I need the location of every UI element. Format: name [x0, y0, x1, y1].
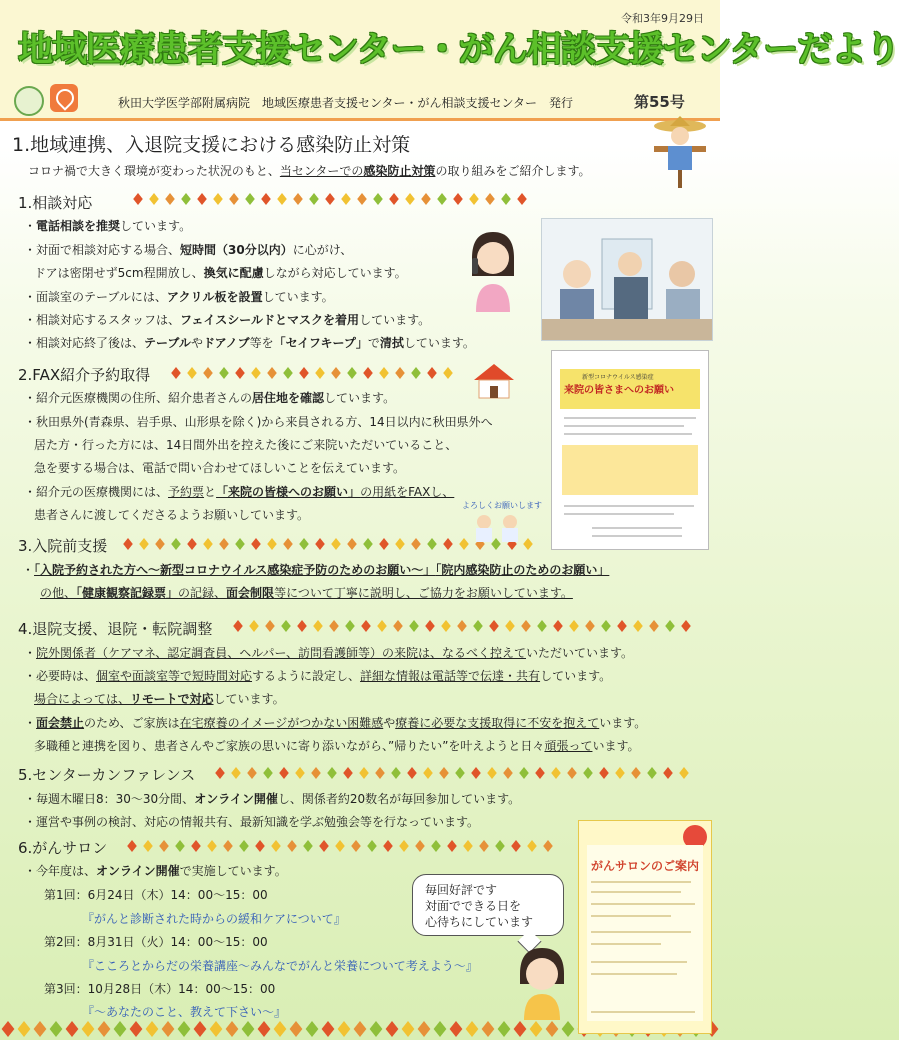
leaf-icon — [363, 367, 373, 379]
autumn-leaves-divider — [130, 192, 530, 206]
leaf-icon — [569, 620, 579, 632]
consult-line: ・面談室のテーブルには、アクリル板を設置しています。 — [24, 290, 334, 304]
scarecrow-illustration-icon — [650, 116, 710, 188]
leaf-icon — [215, 767, 225, 779]
leaf-icon — [679, 767, 689, 779]
leaf-icon — [527, 840, 537, 852]
leaf-icon — [283, 538, 293, 550]
consult-line: ・相談対応するスタッフは、フェイスシールドとマスクを着用しています。 — [24, 313, 431, 327]
leaf-icon — [663, 767, 673, 779]
admission-line: ・「入院予約された方へ～新型コロナウイルス感染症予防のためのお願い～」「院内感染防止のためのお願い」 — [22, 563, 610, 577]
leaf-icon — [383, 840, 393, 852]
leaf-icon — [457, 620, 467, 632]
discharge-line: ・必要時は、個室や面談室等で短時間対応するように設定し、詳細な情報は電話等で伝達・共有しています。 — [24, 669, 612, 683]
leaf-icon — [322, 1021, 335, 1037]
leaf-icon — [423, 767, 433, 779]
leaf-icon — [615, 767, 625, 779]
leaf-icon — [649, 620, 659, 632]
leaf-icon — [487, 767, 497, 779]
leaf-icon — [434, 1021, 447, 1037]
discharge-line: ・院外関係者（ケアマネ、認定調査員、ヘルパー、訪問看護師等）の来院は、なるべく控えていただいています。 — [24, 646, 634, 660]
leaf-icon — [601, 620, 611, 632]
leaf-icon — [263, 767, 273, 779]
leaf-icon — [379, 538, 389, 550]
leaf-icon — [505, 620, 515, 632]
leaf-icon — [219, 367, 229, 379]
leaf-icon — [399, 840, 409, 852]
leaf-icon — [311, 767, 321, 779]
leaf-icon — [329, 620, 339, 632]
leaf-icon — [347, 538, 357, 550]
staff-woman-illustration-icon — [512, 944, 572, 1020]
leaf-icon — [402, 1021, 415, 1037]
leaf-icon — [203, 538, 213, 550]
leaf-icon — [489, 620, 499, 632]
autumn-leaves-divider — [168, 366, 468, 380]
visitor-request-flyer: 新型コロナウイルス感染症 来院の皆さまへのお願い — [551, 350, 709, 550]
leaf-icon — [367, 840, 377, 852]
newsletter-title: 地域医療患者支援センター・がん相談支援センターだより — [18, 30, 899, 70]
leaf-icon — [210, 1021, 223, 1037]
leaf-icon — [335, 840, 345, 852]
leaf-icon — [553, 620, 563, 632]
leaf-icon — [409, 620, 419, 632]
leaf-icon — [443, 367, 453, 379]
greeting-small-text: よろしくお願いします — [462, 501, 542, 510]
leaf-icon — [306, 1021, 319, 1037]
leaf-icon — [255, 840, 265, 852]
leaf-icon — [363, 538, 373, 550]
leaf-icon — [309, 193, 319, 205]
leaf-icon — [567, 767, 577, 779]
leaf-icon — [171, 367, 181, 379]
leaf-icon — [242, 1021, 255, 1037]
leaf-icon — [98, 1021, 111, 1037]
leaf-icon — [2, 1021, 15, 1037]
leaf-icon — [665, 620, 675, 632]
consult-line: ・相談対応終了後は、テーブルやドアノブ等を「セイフキープ」で清拭しています。 — [24, 336, 475, 350]
leaf-icon — [265, 620, 275, 632]
leaf-icon — [247, 767, 257, 779]
leaf-icon — [295, 767, 305, 779]
autumn-leaves-divider — [212, 766, 702, 780]
leaf-icon — [287, 840, 297, 852]
leaf-icon — [299, 367, 309, 379]
consultation-room-photo — [541, 218, 713, 341]
leaf-icon — [258, 1021, 271, 1037]
leaf-icon — [114, 1021, 127, 1037]
leaf-icon — [239, 840, 249, 852]
leaf-icon — [325, 193, 335, 205]
leaf-icon — [351, 840, 361, 852]
leaf-icon — [498, 1021, 511, 1037]
leaf-icon — [455, 767, 465, 779]
leaf-icon — [511, 840, 521, 852]
leaf-icon — [261, 193, 271, 205]
leaf-icon — [313, 620, 323, 632]
leaf-icon — [617, 620, 627, 632]
leaf-icon — [139, 538, 149, 550]
salon-heading: 6.がんサロン — [18, 839, 108, 857]
leaf-icon — [187, 538, 197, 550]
leaf-icon — [159, 840, 169, 852]
leaf-icon — [299, 538, 309, 550]
leaf-icon — [235, 367, 245, 379]
leaf-icon — [338, 1021, 351, 1037]
leaf-icon — [187, 367, 197, 379]
leaf-icon — [537, 620, 547, 632]
issue-number: 第55号 — [634, 93, 685, 111]
salon-session-topic: 『がんと診断された時からの緩和ケアについて』 — [82, 912, 346, 926]
leaf-icon — [485, 193, 495, 205]
leaf-icon — [459, 538, 469, 550]
leaf-icon — [450, 1021, 463, 1037]
leaf-icon — [359, 767, 369, 779]
bowing-staff-illustration-icon — [470, 512, 526, 542]
leaf-icon — [130, 1021, 143, 1037]
fax-heading: 2.FAX紹介予約取得 — [18, 366, 151, 384]
leaf-icon — [633, 620, 643, 632]
house-icon — [470, 360, 518, 400]
discharge-line: 多職種と連携を図り、患者さんやご家族の思いに寄り添いながら、”帰りたい”を叶えようと日々頑張っています。 — [34, 739, 640, 753]
leaf-icon — [395, 367, 405, 379]
leaf-icon — [482, 1021, 495, 1037]
leaf-icon — [427, 538, 437, 550]
leaf-icon — [297, 620, 307, 632]
leaf-icon — [327, 767, 337, 779]
leaf-icon — [375, 767, 385, 779]
leaf-icon — [427, 367, 437, 379]
leaf-icon — [407, 767, 417, 779]
fax-line: 患者さんに渡してくださるようお願いしています。 — [34, 508, 310, 522]
leaf-icon — [519, 767, 529, 779]
leaf-icon — [543, 840, 553, 852]
leaf-icon — [379, 367, 389, 379]
leaf-icon — [599, 767, 609, 779]
leaf-icon — [347, 367, 357, 379]
leaf-icon — [341, 193, 351, 205]
leaf-icon — [354, 1021, 367, 1037]
fax-line: ・紹介元医療機関の住所、紹介患者さんの居住地を確認しています。 — [24, 391, 396, 405]
leaf-icon — [277, 193, 287, 205]
autumn-leaves-divider — [124, 839, 564, 853]
leaf-icon — [647, 767, 657, 779]
leaf-icon — [213, 193, 223, 205]
fax-line: 急を要する場合は、電話で問い合わせてほしいことを伝えています。 — [34, 461, 406, 475]
leaf-icon — [207, 840, 217, 852]
leaf-icon — [143, 840, 153, 852]
section-intro: コロナ禍で大きく環境が変わった状況のもと、当センターでの感染防止対策の取り組みをご紹介します。 — [28, 164, 591, 178]
leaf-icon — [389, 193, 399, 205]
leaf-icon — [421, 193, 431, 205]
leaf-icon — [585, 620, 595, 632]
leaf-icon — [517, 193, 527, 205]
leaf-icon — [279, 767, 289, 779]
leaf-icon — [345, 620, 355, 632]
publisher-line: 秋田大学医学部附属病院 地域医療患者支援センター・がん相談支援センター 発行 — [118, 96, 574, 110]
leaf-icon — [319, 840, 329, 852]
leaf-icon — [283, 367, 293, 379]
leaf-icon — [171, 538, 181, 550]
leaf-icon — [267, 538, 277, 550]
consult-heading: 1.相談対応 — [18, 194, 93, 212]
leaf-icon — [315, 367, 325, 379]
leaf-icon — [229, 193, 239, 205]
speech-bubble: 毎回好評です 対面でできる日を 心待ちにしています — [412, 874, 564, 936]
leaf-icon — [223, 840, 233, 852]
leaf-icon — [441, 620, 451, 632]
fax-line: ・紹介元の医療機関には、予約票と「来院の皆様へのお願い」の用紙をFAXし、 — [24, 485, 455, 499]
leaf-icon — [357, 193, 367, 205]
leaf-icon — [343, 767, 353, 779]
leaf-icon — [501, 193, 511, 205]
leaf-icon — [583, 767, 593, 779]
leaf-icon — [155, 538, 165, 550]
leaf-icon — [127, 840, 137, 852]
leaf-icon — [530, 1021, 543, 1037]
conference-heading: 5.センターカンファレンス — [18, 766, 196, 784]
leaf-icon — [415, 840, 425, 852]
cancer-salon-poster: がんサロンのご案内 — [578, 820, 712, 1034]
leaf-icon — [361, 620, 371, 632]
leaf-icon — [373, 193, 383, 205]
leaf-icon — [377, 620, 387, 632]
leaf-icon — [165, 193, 175, 205]
leaf-icon — [181, 193, 191, 205]
leaf-icon — [405, 193, 415, 205]
leaf-icon — [146, 1021, 159, 1037]
leaf-icon — [431, 840, 441, 852]
leaf-icon — [331, 367, 341, 379]
section-heading: 1.地域連携、入退院支援における感染防止対策 — [12, 134, 411, 156]
leaf-icon — [631, 767, 641, 779]
leaf-icon — [66, 1021, 79, 1037]
salon-session-topic: 『こころとからだの栄養講座～みんなでがんと栄養について考えよう～』 — [82, 959, 478, 973]
leaf-icon — [391, 767, 401, 779]
leaf-icon — [249, 620, 259, 632]
cancer-center-logo-icon — [50, 84, 78, 112]
leaf-icon — [551, 767, 561, 779]
leaf-icon — [197, 193, 207, 205]
leaf-icon — [18, 1021, 31, 1037]
leaf-icon — [50, 1021, 63, 1037]
leaf-icon — [194, 1021, 207, 1037]
leaf-icon — [82, 1021, 95, 1037]
leaf-icon — [393, 620, 403, 632]
leaf-icon — [495, 840, 505, 852]
leaf-icon — [521, 620, 531, 632]
leaf-icon — [178, 1021, 191, 1037]
leaf-icon — [149, 193, 159, 205]
leaf-icon — [514, 1021, 527, 1037]
leaf-icon — [251, 367, 261, 379]
leaf-icon — [231, 767, 241, 779]
leaf-icon — [303, 840, 313, 852]
leaf-icon — [245, 193, 255, 205]
leaf-icon — [469, 193, 479, 205]
leaf-icon — [271, 840, 281, 852]
leaf-icon — [133, 193, 143, 205]
leaf-icon — [123, 538, 133, 550]
fax-line: ・秋田県外(青森県、岩手県、山形県を除く)から来員される方、14日以内に秋田県外へ — [24, 415, 493, 429]
issue-date: 令和3年9月29日 — [621, 12, 704, 25]
leaf-icon — [453, 193, 463, 205]
leaf-icon — [479, 840, 489, 852]
leaf-icon — [315, 538, 325, 550]
autumn-leaves-divider — [230, 619, 700, 633]
leaf-icon — [175, 840, 185, 852]
leaf-icon — [267, 367, 277, 379]
leaf-icon — [370, 1021, 383, 1037]
phone-operator-illustration-icon — [462, 228, 524, 312]
leaf-icon — [203, 367, 213, 379]
consult-line: ・電話相談を推奨しています。 — [24, 219, 192, 233]
leaf-icon — [331, 538, 341, 550]
leaf-icon — [219, 538, 229, 550]
salon-session-date: 第3回：10月28日（木）14：00～15：00 — [44, 982, 276, 996]
leaf-icon — [251, 538, 261, 550]
leaf-icon — [443, 538, 453, 550]
leaf-icon — [411, 367, 421, 379]
leaf-icon — [425, 620, 435, 632]
leaf-icon — [34, 1021, 47, 1037]
leaf-icon — [281, 620, 291, 632]
leaf-icon — [418, 1021, 431, 1037]
leaf-icon — [191, 840, 201, 852]
leaf-icon — [447, 840, 457, 852]
leaf-icon — [437, 193, 447, 205]
leaf-icon — [535, 767, 545, 779]
conference-line: ・毎週木曜日8：30～30分間、オンライン開催し、関係者約20数名が毎回参加しています。 — [24, 792, 521, 806]
leaf-icon — [471, 767, 481, 779]
leaf-icon — [466, 1021, 479, 1037]
leaf-icon — [274, 1021, 287, 1037]
salon-session-date: 第2回：8月31日（火）14：00～15：00 — [44, 935, 268, 949]
leaf-icon — [503, 767, 513, 779]
leaf-icon — [463, 840, 473, 852]
leaf-icon — [235, 538, 245, 550]
leaf-icon — [386, 1021, 399, 1037]
leaf-icon — [233, 620, 243, 632]
conference-line: ・運営や事例の検討、対応の情報共有、最新知識を学ぶ勉強会等を行なっています。 — [24, 815, 480, 829]
fax-line: 居た方・行った方には、14日間外出を控えた後にご来院いただいていること、 — [34, 438, 458, 452]
leaf-icon — [562, 1021, 575, 1037]
admission-line: の他、「健康観察記録票」の記録、面会制限等について丁寧に説明し、ご協力をお願いしています。 — [40, 586, 573, 600]
salon-session-date: 第1回：6月24日（木）14：00～15：00 — [44, 888, 268, 902]
consult-line: ・対面で相談対応する場合、短時間（30分以内）に心がけ、 — [24, 243, 353, 257]
leaf-icon — [473, 620, 483, 632]
salon-session-topic: 『～あなたのこと、教えて下さい～』 — [82, 1005, 287, 1019]
leaf-icon — [395, 538, 405, 550]
newsletter-header — [0, 0, 899, 121]
discharge-line: 場合によっては、リモートで対応しています。 — [34, 692, 285, 706]
hospital-logo-icon — [14, 86, 44, 116]
consult-line: ドアは密閉せず5cm程開放し、換気に配慮しながら対応しています。 — [34, 266, 407, 280]
admission-heading: 3.入院前支援 — [18, 537, 108, 555]
discharge-heading: 4.退院支援、退院・転院調整 — [18, 620, 213, 638]
salon-line: ・今年度は、オンライン開催で実施しています。 — [24, 864, 287, 878]
leaf-icon — [162, 1021, 175, 1037]
leaf-icon — [411, 538, 421, 550]
leaf-icon — [681, 620, 691, 632]
leaf-icon — [293, 193, 303, 205]
leaf-icon — [290, 1021, 303, 1037]
leaf-icon — [226, 1021, 239, 1037]
leaf-icon — [546, 1021, 559, 1037]
discharge-line: ・面会禁止のため、ご家族は在宅療養のイメージがつかない困難感や療養に必要な支援取得に不安を抱えています。 — [24, 716, 647, 730]
leaf-icon — [439, 767, 449, 779]
